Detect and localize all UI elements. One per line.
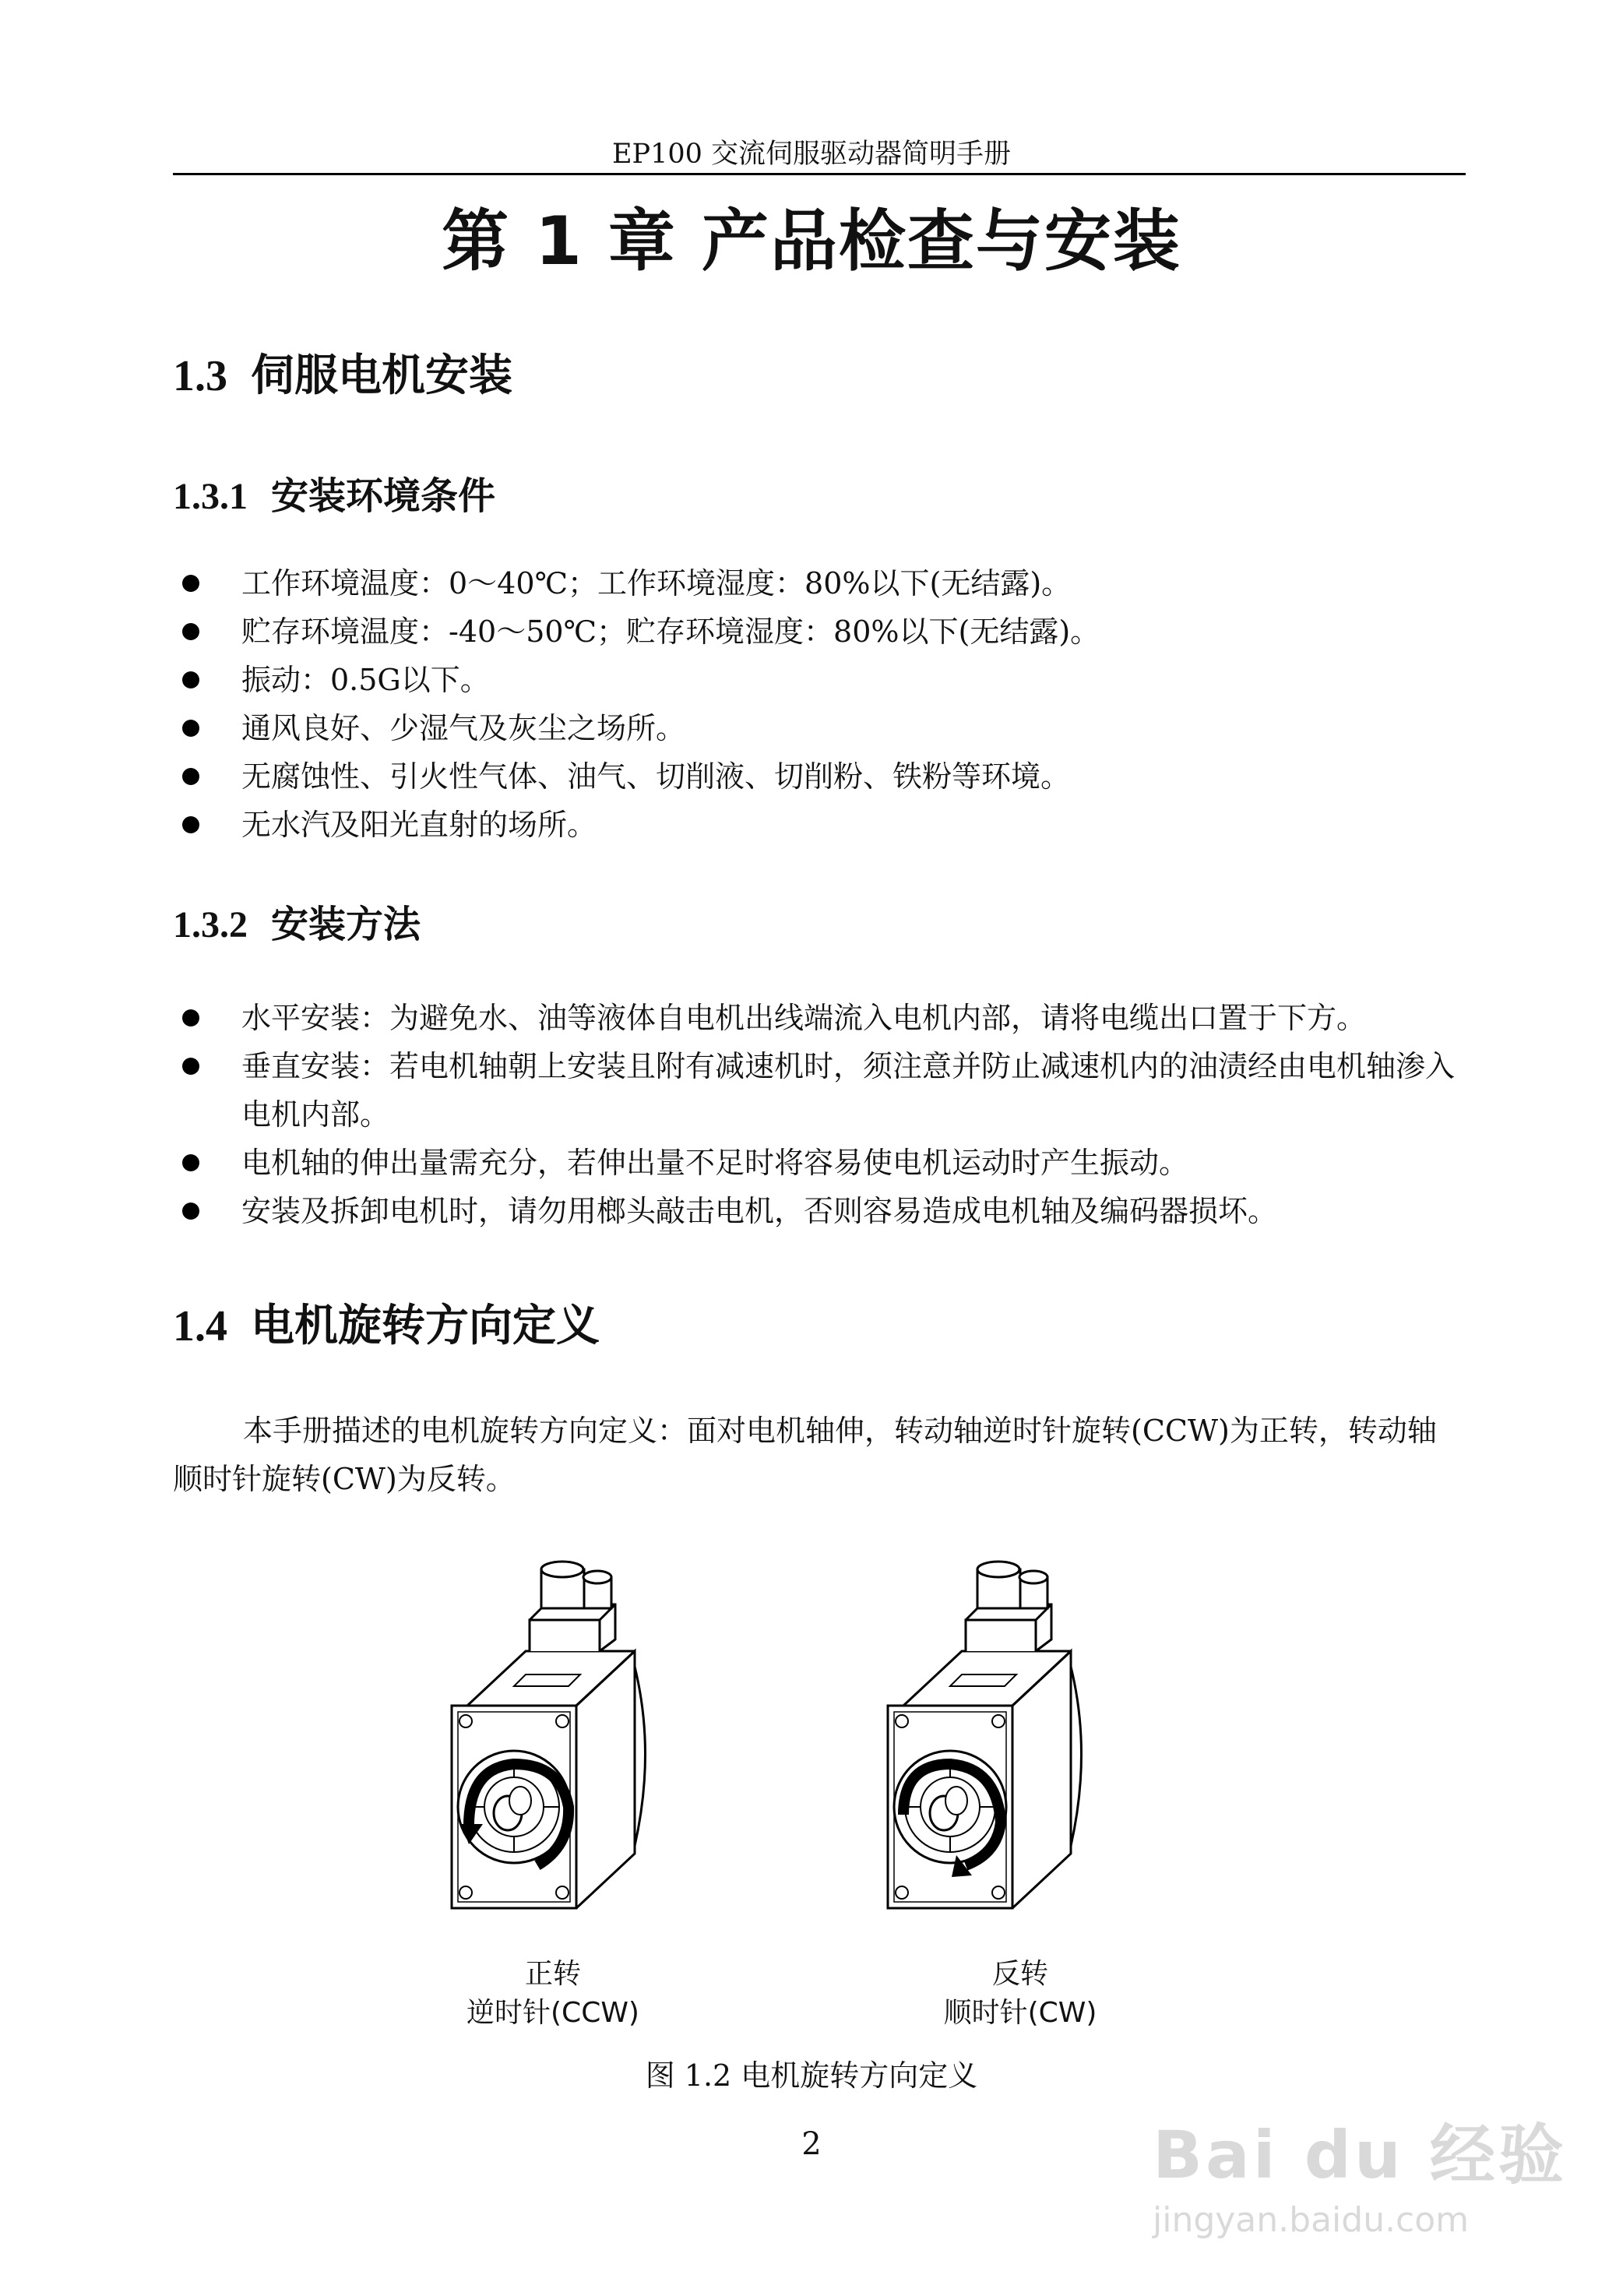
motor-cw-illustration [888, 1562, 1082, 1908]
section-title: 伺服电机安装 [251, 350, 512, 401]
figure-caption: 图 1.2 电机旋转方向定义 [645, 2058, 978, 2093]
cw-label: 顺时针(CW) [943, 1997, 1097, 2029]
section-heading-1-3-2 [173, 894, 421, 948]
section-title: 安装方法 [271, 903, 421, 946]
list-item: 无腐蚀性、引火性气体、油气、切削液、切削粉、铁粉等环境。 [171, 752, 1464, 801]
environment-conditions-list [171, 559, 1464, 849]
header-rule [173, 173, 1466, 175]
list-item: 振动：0.5G以下。 [171, 656, 1464, 704]
section-number: 1.3.1 [173, 476, 248, 517]
running-header: EP100 交流伺服驱动器简明手册 [611, 139, 1012, 170]
list-item: 贮存环境温度：-40～50℃；贮存环境湿度：80%以下(无结露)。 [171, 607, 1464, 656]
list-item: 垂直安装：若电机轴朝上安装且附有减速机时，须注意并防止减速机内的油渍经由电机轴渗入电机内部。 [171, 1042, 1464, 1139]
installation-method-list [171, 994, 1464, 1235]
section-heading-1-4 [173, 1291, 600, 1354]
reverse-label: 反转 [991, 1958, 1048, 1990]
rotation-definition-paragraph: 本手册描述的电机旋转方向定义：面对电机轴伸，转动轴逆时针旋转(CCW)为正转，转动轴顺时针旋转(CW)为反转。 [173, 1414, 1437, 1496]
list-item: 水平安装：为避免水、油等液体自电机出线端流入电机内部，请将电缆出口置于下方。 [171, 994, 1464, 1042]
section-heading-1-3-1 [173, 466, 495, 519]
section-number: 1.3 [173, 352, 227, 400]
section-number: 1.4 [173, 1302, 227, 1350]
baidu-watermark [1153, 2103, 1589, 2274]
ccw-label: 逆时针(CCW) [466, 1997, 639, 2029]
section-title: 电机旋转方向定义 [251, 1301, 600, 1351]
motor-rotation-figure [421, 1511, 1199, 1939]
section-number: 1.3.2 [173, 904, 248, 946]
right-motor-label [903, 1955, 1137, 2033]
list-item: 工作环境温度：0～40℃；工作环境湿度：80%以下(无结露)。 [171, 559, 1464, 607]
page-number: 2 [801, 2126, 822, 2162]
list-item: 电机轴的伸出量需充分，若伸出量不足时将容易使电机运动时产生振动。 [171, 1139, 1464, 1187]
list-item: 安装及拆卸电机时，请勿用榔头敲击电机，否则容易造成电机轴及编码器损坏。 [171, 1187, 1464, 1235]
watermark-brand: Bai du 经验 [1153, 2117, 1567, 2193]
forward-label: 正转 [524, 1958, 581, 1990]
section-heading-1-3 [173, 341, 512, 403]
watermark-url: jingyan.baidu.com [1153, 2200, 1470, 2240]
list-item: 通风良好、少湿气及灰尘之场所。 [171, 704, 1464, 752]
section-title: 安装环境条件 [271, 474, 496, 518]
chapter-title: 第 1 章 产品检查与安装 [442, 202, 1181, 280]
left-motor-label [436, 1955, 670, 2033]
list-item: 无水汽及阳光直射的场所。 [171, 801, 1464, 849]
motor-ccw-illustration [452, 1562, 646, 1908]
